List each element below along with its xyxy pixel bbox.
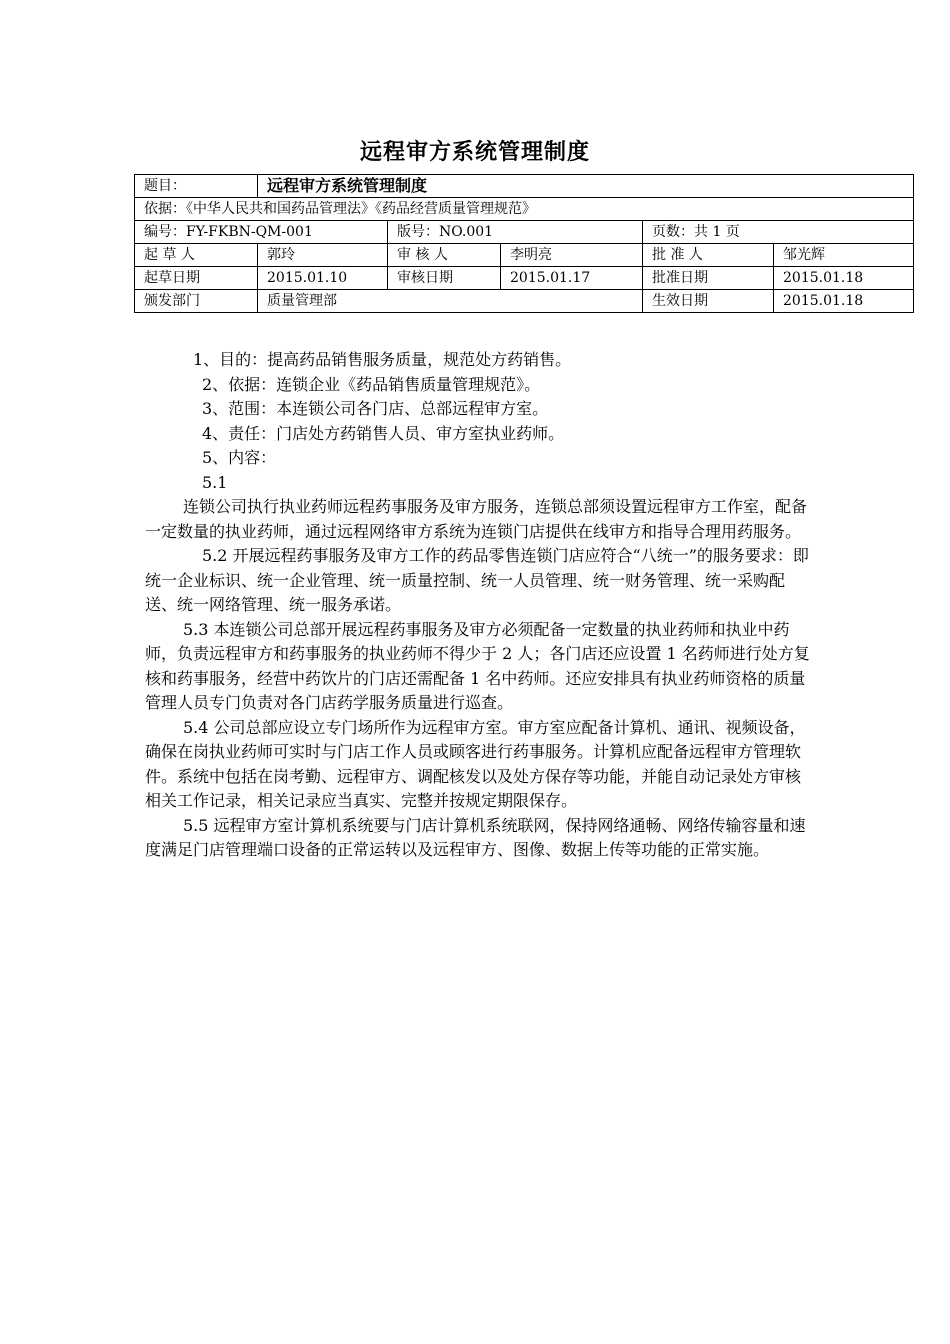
clause-5-1-text: 连锁公司执行执业药师远程药事服务及审方服务，连锁总部须设置远程审方工作室，配备一定数量的执业药师，通过远程网络审方系统为连锁门店提供在线审方和指导合理用药服务。 bbox=[145, 497, 808, 541]
document-header-table bbox=[134, 174, 914, 313]
review-date-label: 审核日期 bbox=[388, 267, 501, 290]
document-title: 远程审方系统管理制度 bbox=[359, 140, 590, 165]
subject-label: 题目： bbox=[135, 175, 258, 198]
table-row bbox=[135, 175, 914, 198]
reviewer-label: 审 核 人 bbox=[388, 244, 501, 267]
section-content-heading: 5、内容： bbox=[202, 448, 277, 467]
section-purpose: 1、目的：提高药品销售服务质量，规范处方药销售。 bbox=[193, 350, 572, 369]
dept-value: 质量管理部 bbox=[258, 290, 643, 313]
section-scope: 3、范围：本连锁公司各门店、总部远程审方室。 bbox=[202, 399, 549, 418]
table-row bbox=[135, 198, 914, 221]
table-row bbox=[135, 267, 914, 290]
effective-date-label: 生效日期 bbox=[643, 290, 774, 313]
draft-date-label: 起草日期 bbox=[135, 267, 258, 290]
effective-date-value: 2015.01.18 bbox=[774, 290, 914, 313]
review-date-value: 2015.01.17 bbox=[501, 267, 643, 290]
table-row bbox=[135, 290, 914, 313]
table-row bbox=[135, 244, 914, 267]
section-responsibility: 4、责任：门店处方药销售人员、审方室执业药师。 bbox=[202, 423, 565, 443]
table-row bbox=[135, 221, 914, 244]
approver-value: 邹光辉 bbox=[774, 244, 914, 267]
section-basis: 2、依据：连锁企业《药品销售质量管理规范》。 bbox=[202, 374, 541, 394]
approve-date-value: 2015.01.18 bbox=[774, 267, 914, 290]
drafter-label: 起 草 人 bbox=[135, 244, 258, 267]
document-body bbox=[145, 348, 811, 863]
clause-5-1-number: 5.1 bbox=[202, 472, 228, 492]
clause-5-5: 5.5 远程审方室计算机系统要与门店计算机系统联网，保持网络通畅、网络传输容量和速度满足门店管理端口设备的正常运转以及远程审方、图像、数据上传等功能的正常实施。 bbox=[145, 815, 806, 859]
subject-value: 远程审方系统管理制度 bbox=[258, 175, 914, 198]
clause-5-4: 5.4 公司总部应设立专门场所作为远程审方室。审方室应配备计算机、通讯、视频设备，确保在岗执业药师可实时与门店工作人员或顾客进行药事服务。计算机应配备远程审方管理软件。系统中包括在岗考勤、远程审方、调配核发以及处方保存等功能，并能自动记录处方审核相关工作记录，相关记录应当真实、完整并按规定期限保存。 bbox=[145, 717, 806, 810]
basis-cell: 依据：《中华人民共和国药品管理法》《药品经营质量管理规范》 bbox=[135, 198, 914, 221]
draft-date-value: 2015.01.10 bbox=[258, 267, 388, 290]
dept-label: 颁发部门 bbox=[135, 290, 258, 313]
code-cell: 编号：FY-FKBN-QM-001 bbox=[135, 221, 388, 244]
drafter-value: 郭玲 bbox=[258, 244, 388, 267]
approve-date-label: 批准日期 bbox=[643, 267, 774, 290]
approver-label: 批 准 人 bbox=[643, 244, 774, 267]
clause-5-2: 5.2 开展远程药事服务及审方工作的药品零售连锁门店应符合“八统一”的服务要求：即统一企业标识、统一企业管理、统一质量控制、统一人员管理、统一财务管理、统一采购配送、统一网络管理、统一服务承诺。 bbox=[145, 546, 809, 614]
version-cell: 版号：NO.001 bbox=[388, 221, 643, 244]
pages-cell: 页数：共 1 页 bbox=[643, 221, 914, 244]
reviewer-value: 李明亮 bbox=[501, 244, 643, 267]
clause-5-3: 5.3 本连锁公司总部开展远程药事服务及审方必须配备一定数量的执业药师和执业中药师，负责远程审方和药事服务的执业药师不得少于 2 人；各门店还应设置 1 名药师进行处方复核和药事服务，经营中药饮片的门店还需配备 1 名中药师。还应安排具有执业药师资格的质量管理人员专门负责对各门店药学服务质量进行巡查。 bbox=[145, 619, 810, 712]
